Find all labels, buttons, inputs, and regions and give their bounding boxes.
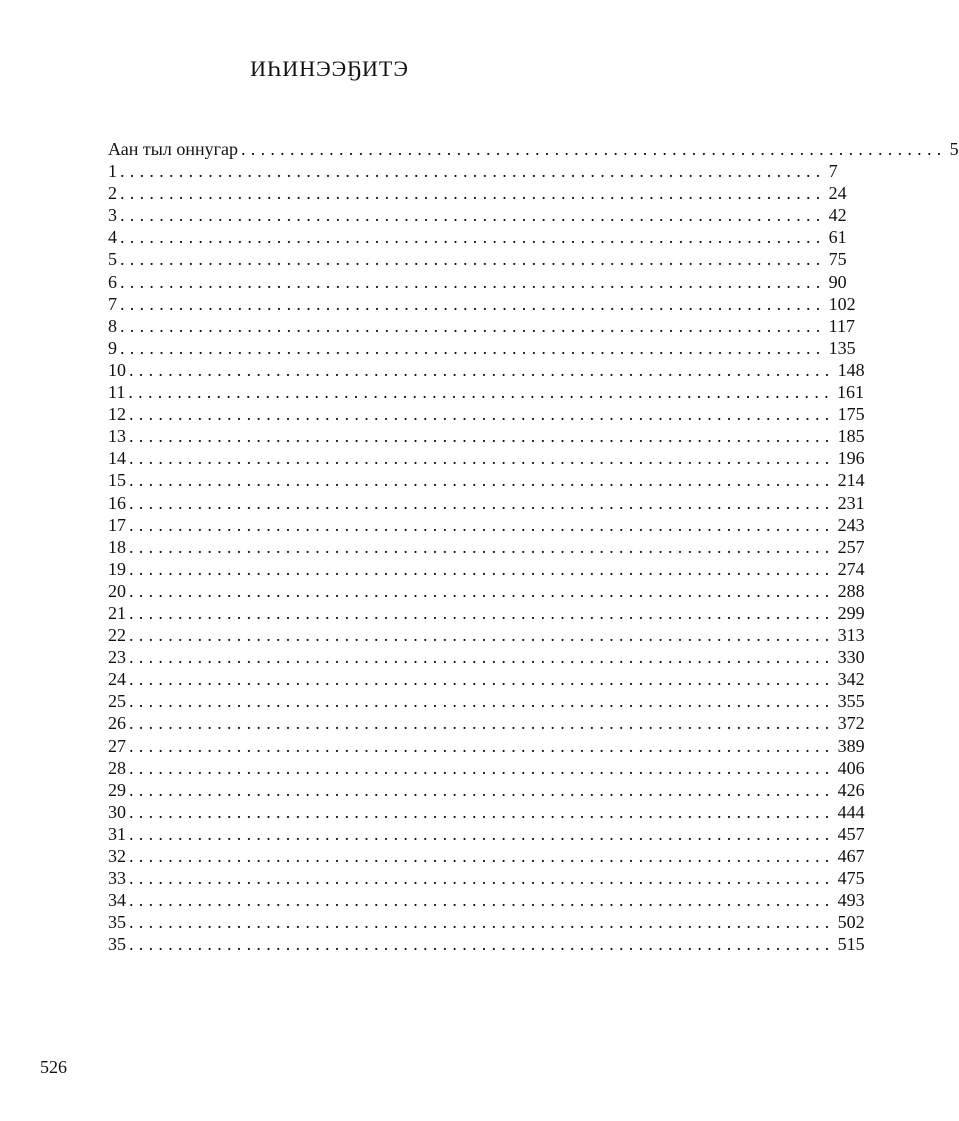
toc-entry-page: 274 xyxy=(837,558,865,579)
toc-dot-leader: ........................................................................ xyxy=(129,801,835,822)
toc-entry-label: 9 xyxy=(108,337,117,358)
toc-entry-label: 30 xyxy=(108,801,126,822)
toc-entry-label: 24 xyxy=(108,669,126,690)
toc-entry-page: 372 xyxy=(837,713,865,734)
toc-entry xyxy=(108,558,865,580)
toc-entry xyxy=(108,492,865,514)
toc-entry-label: 16 xyxy=(108,492,126,513)
toc-entry-label: 35 xyxy=(108,912,126,933)
toc-entry xyxy=(108,933,865,955)
toc-entry-label: 14 xyxy=(108,448,126,469)
toc-dot-leader: ........................................................................ xyxy=(120,205,826,226)
toc-entry xyxy=(108,381,864,403)
toc-entry xyxy=(108,823,865,845)
toc-entry-page: 196 xyxy=(837,448,865,469)
toc-entry xyxy=(108,514,865,536)
toc-entry-label: 7 xyxy=(108,293,117,314)
toc-entry-page: 135 xyxy=(828,337,856,358)
toc-dot-leader: ........................................................................ xyxy=(240,139,947,159)
toc-entry xyxy=(108,447,865,469)
toc-entry-label: 17 xyxy=(108,514,126,535)
toc-dot-leader: ........................................................................ xyxy=(129,691,835,712)
toc-entry xyxy=(108,248,847,270)
toc-dot-leader: ........................................................................ xyxy=(129,823,835,844)
toc-entry xyxy=(108,779,865,801)
toc-entry xyxy=(108,469,865,491)
toc-entry-page: 342 xyxy=(837,669,865,690)
toc-dot-leader: ........................................................................ xyxy=(129,558,835,579)
toc-dot-leader: ........................................................................ xyxy=(129,580,835,601)
toc-entry-label: 34 xyxy=(108,890,126,911)
toc-entry-page: 467 xyxy=(837,846,865,866)
toc-entry-page: 502 xyxy=(837,912,865,933)
toc-entry-page: 493 xyxy=(837,890,865,911)
toc-dot-leader: ........................................................................ xyxy=(129,912,835,933)
toc-entry-page: 5 xyxy=(949,139,959,159)
toc-entry-page: 231 xyxy=(837,492,865,513)
toc-entry-page: 75 xyxy=(828,249,847,270)
toc-dot-leader: ........................................................................ xyxy=(129,470,835,491)
toc-entry xyxy=(108,204,847,226)
toc-entry xyxy=(108,315,855,337)
toc-entry xyxy=(108,757,865,779)
toc-entry-label: 26 xyxy=(108,713,126,734)
toc-entry-page: 389 xyxy=(837,735,865,756)
toc-dot-leader: ........................................................................ xyxy=(120,271,826,292)
toc-entry-label: 29 xyxy=(108,779,126,800)
toc-entry-label: 21 xyxy=(108,602,126,623)
toc-entry xyxy=(108,668,865,690)
toc-dot-leader: ........................................................................ xyxy=(129,934,835,955)
toc-entry-page: 42 xyxy=(828,205,847,226)
toc-entry-page: 426 xyxy=(837,779,865,800)
toc-entry xyxy=(108,160,838,182)
toc-dot-leader: ........................................................................ xyxy=(120,293,826,314)
toc-entry-label: 11 xyxy=(108,382,126,403)
toc-entry xyxy=(108,403,865,425)
toc-entry-label: 15 xyxy=(108,470,126,491)
toc-entry-page: 299 xyxy=(837,602,865,623)
toc-entry xyxy=(108,226,847,248)
table-of-contents xyxy=(108,138,959,955)
toc-dot-leader: ........................................................................ xyxy=(120,183,826,204)
toc-dot-leader: ........................................................................ xyxy=(129,647,835,668)
toc-entry xyxy=(108,889,865,911)
toc-dot-leader: ........................................................................ xyxy=(129,713,835,734)
toc-entry-page: 90 xyxy=(828,271,847,292)
toc-entry xyxy=(108,138,959,160)
toc-entry-page: 102 xyxy=(828,293,856,314)
toc-entry-page: 457 xyxy=(837,823,865,844)
toc-entry-label: 19 xyxy=(108,558,126,579)
toc-entry xyxy=(108,602,865,624)
toc-entry-page: 185 xyxy=(837,426,865,447)
toc-entry xyxy=(108,359,865,381)
toc-entry xyxy=(108,845,865,867)
toc-entry-page: 24 xyxy=(828,183,847,204)
toc-dot-leader: ........................................................................ xyxy=(129,757,835,778)
toc-dot-leader: ........................................................................ xyxy=(129,492,835,513)
toc-entry-label: 5 xyxy=(108,249,117,270)
toc-entry-label: 1 xyxy=(108,161,117,182)
toc-entry-page: 175 xyxy=(837,404,865,425)
toc-dot-leader: ........................................................................ xyxy=(120,227,826,248)
toc-entry-label: 28 xyxy=(108,757,126,778)
toc-entry-page: 61 xyxy=(828,227,847,248)
toc-dot-leader: ........................................................................ xyxy=(129,448,835,469)
toc-entry-label: 6 xyxy=(108,271,117,292)
toc-entry-label: 35 xyxy=(108,934,126,955)
toc-dot-leader: ........................................................................ xyxy=(129,514,835,535)
toc-dot-leader: ........................................................................ xyxy=(129,846,835,866)
toc-entry-page: 257 xyxy=(837,536,865,557)
toc-entry xyxy=(108,712,865,734)
toc-dot-leader: ........................................................................ xyxy=(129,625,835,646)
toc-entry-label: 32 xyxy=(108,846,126,866)
toc-entry xyxy=(108,580,865,602)
toc-dot-leader: ........................................................................ xyxy=(129,669,835,690)
toc-entry-page: 406 xyxy=(837,757,865,778)
toc-dot-leader: ........................................................................ xyxy=(129,890,835,911)
toc-entry-page: 313 xyxy=(837,625,865,646)
toc-entry xyxy=(108,536,865,558)
toc-entry-page: 7 xyxy=(828,161,838,182)
toc-entry-page: 288 xyxy=(837,580,865,601)
toc-entry-label: 13 xyxy=(108,426,126,447)
toc-dot-leader: ........................................................................ xyxy=(129,426,835,447)
toc-entry xyxy=(108,801,865,823)
toc-dot-leader: ........................................................................ xyxy=(129,536,835,557)
toc-entry-page: 515 xyxy=(837,934,865,955)
toc-dot-leader: ........................................................................ xyxy=(128,382,834,403)
toc-entry-label: 3 xyxy=(108,205,117,226)
page-number: 526 xyxy=(40,1057,67,1077)
toc-entry-label: 27 xyxy=(108,735,126,756)
toc-dot-leader: ........................................................................ xyxy=(129,779,835,800)
toc-entry-label: 33 xyxy=(108,868,126,889)
toc-entry-label: 20 xyxy=(108,580,126,601)
toc-entry xyxy=(108,337,856,359)
page-title: ИҺИНЭЭҔИТЭ xyxy=(250,56,409,81)
toc-entry-page: 444 xyxy=(837,801,865,822)
toc-entry xyxy=(108,182,847,204)
toc-entry-label: 23 xyxy=(108,647,126,668)
toc-entry-label: 2 xyxy=(108,183,117,204)
toc-dot-leader: ........................................................................ xyxy=(129,868,835,889)
toc-entry xyxy=(108,646,865,668)
toc-entry-label: 18 xyxy=(108,536,126,557)
toc-entry xyxy=(108,867,865,889)
toc-entry xyxy=(108,735,865,757)
toc-entry-page: 243 xyxy=(837,514,865,535)
toc-entry-label: 22 xyxy=(108,625,126,646)
toc-entry xyxy=(108,293,856,315)
toc-dot-leader: ........................................................................ xyxy=(120,161,826,182)
toc-entry-label: Аан тыл оннугар xyxy=(108,139,238,159)
toc-dot-leader: ........................................................................ xyxy=(120,337,826,358)
toc-entry xyxy=(108,690,865,712)
toc-dot-leader: ........................................................................ xyxy=(129,602,835,623)
toc-entry-label: 12 xyxy=(108,404,126,425)
toc-entry xyxy=(108,425,865,447)
toc-entry-page: 355 xyxy=(837,691,865,712)
toc-entry-page: 214 xyxy=(837,470,865,491)
toc-entry xyxy=(108,911,865,933)
toc-entry-page: 148 xyxy=(837,359,865,380)
toc-dot-leader: ........................................................................ xyxy=(129,735,835,756)
toc-entry-label: 31 xyxy=(108,823,126,844)
toc-dot-leader: ........................................................................ xyxy=(120,249,826,270)
toc-entry-label: 8 xyxy=(108,315,117,336)
toc-entry-label: 10 xyxy=(108,359,126,380)
toc-entry-page: 330 xyxy=(837,647,865,668)
toc-dot-leader: ........................................................................ xyxy=(129,404,835,425)
toc-entry-page: 475 xyxy=(837,868,865,889)
toc-entry-label: 25 xyxy=(108,691,126,712)
toc-entry-page: 161 xyxy=(836,382,864,403)
toc-entry-page: 117 xyxy=(828,315,855,336)
toc-dot-leader: ........................................................................ xyxy=(120,315,826,336)
toc-entry-label: 4 xyxy=(108,227,117,248)
toc-dot-leader: ........................................................................ xyxy=(129,359,835,380)
toc-entry xyxy=(108,624,865,646)
toc-entry xyxy=(108,271,847,293)
